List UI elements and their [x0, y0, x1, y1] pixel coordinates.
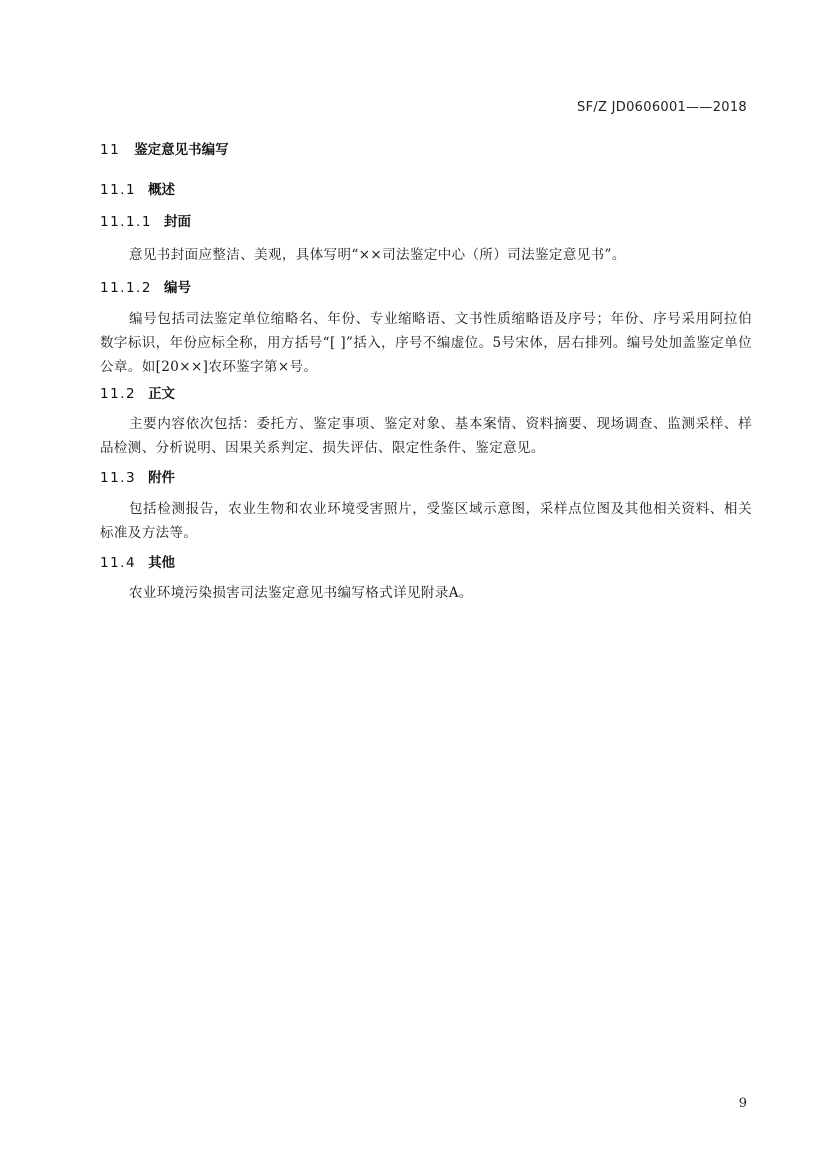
section-11-2-paragraph: 主要内容依次包括：委托方、鉴定事项、鉴定对象、基本案情、资料摘要、现场调查、监测采样、样品检测、分析说明、因果关系判定、损失评估、限定性条件、鉴定意见。 — [100, 416, 752, 456]
section-title: 概述 — [148, 182, 176, 198]
section-title: 正文 — [148, 386, 176, 402]
section-11-4-heading — [100, 553, 175, 573]
section-number: 11 — [100, 142, 121, 158]
section-number: 11.1.1 — [100, 214, 152, 230]
section-11-3-heading — [100, 468, 175, 488]
section-number: 11.2 — [100, 386, 137, 402]
section-number: 11.1.2 — [100, 280, 152, 296]
page-number: 9 — [738, 1096, 747, 1111]
section-number: 11.4 — [100, 555, 137, 571]
section-11-2-heading — [100, 384, 175, 404]
section-title: 封面 — [163, 214, 191, 230]
section-11-1-2-paragraph: 编号包括司法鉴定单位缩略名、年份、专业缩略语、文书性质缩略语及序号；年份、序号采用阿拉伯数字标识，年份应标全称，用方括号“[ ]”括入，序号不编虚位。5号宋体，居右排列。编号处加盖鉴定单位公章。如[20××]农环鉴字第×号。 — [100, 311, 752, 375]
section-11-heading — [100, 140, 229, 160]
section-title: 鉴定意见书编写 — [134, 142, 229, 158]
section-number: 11.3 — [100, 470, 137, 486]
section-title: 其他 — [148, 555, 176, 571]
section-11-4-paragraph: 农业环境污染损害司法鉴定意见书编写格式详见附录A。 — [129, 585, 473, 601]
section-11-1-2-heading — [100, 278, 191, 298]
section-title: 编号 — [163, 280, 191, 296]
section-number: 11.1 — [100, 182, 137, 198]
section-11-3-paragraph: 包括检测报告，农业生物和农业环境受害照片，受鉴区域示意图，采样点位图及其他相关资料、相关标准及方法等。 — [100, 501, 752, 541]
section-title: 附件 — [148, 470, 176, 486]
section-11-1-heading — [100, 180, 175, 200]
document-code: SF/Z JD0606001——2018 — [577, 100, 747, 115]
section-11-1-1-heading — [100, 212, 191, 232]
section-11-1-1-paragraph: 意见书封面应整洁、美观，具体写明“××司法鉴定中心（所）司法鉴定意见书”。 — [129, 247, 626, 263]
